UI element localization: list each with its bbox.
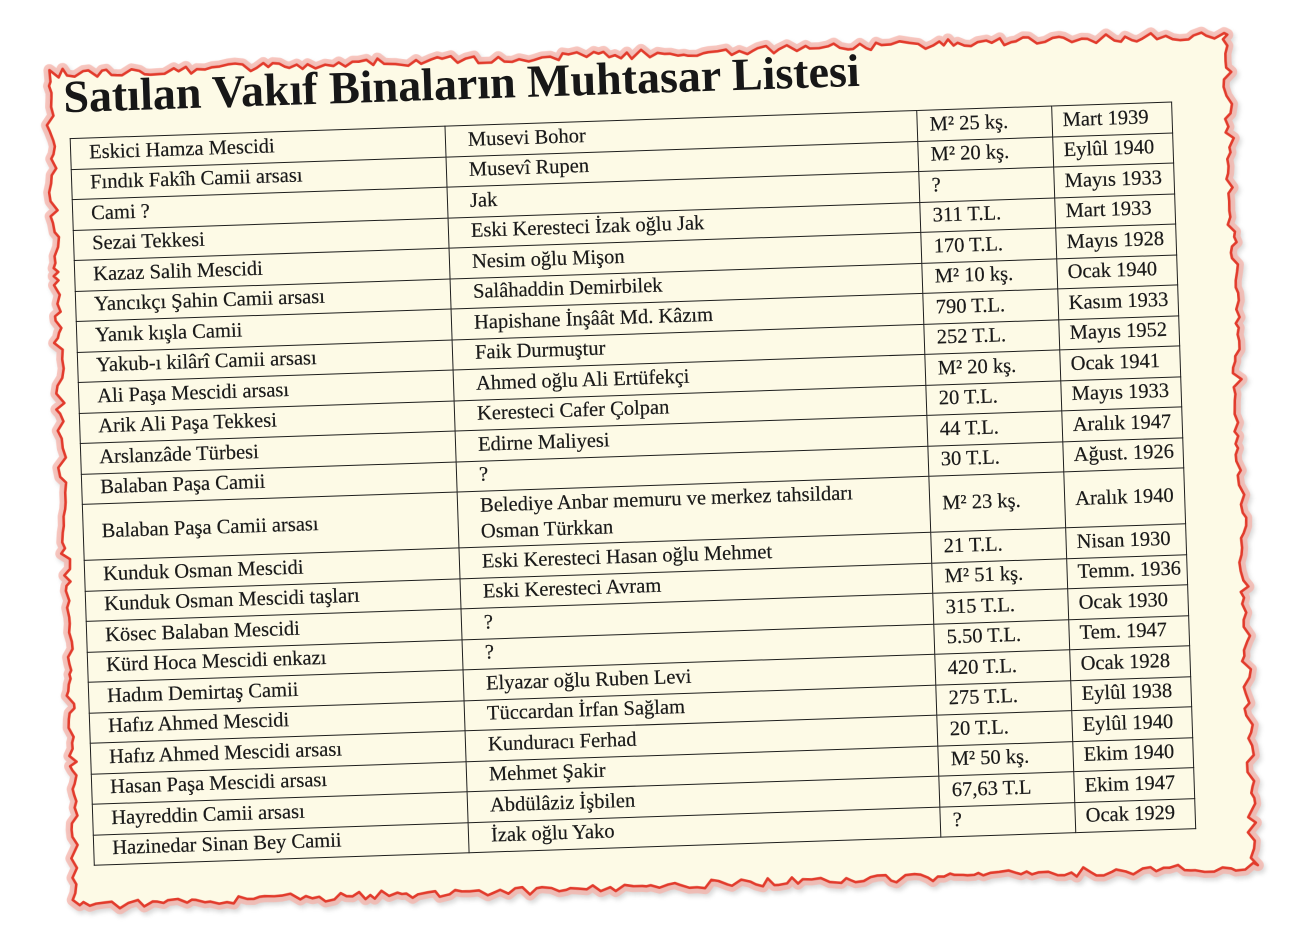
sale-price: 20 T.L.	[926, 380, 1062, 415]
buyer-name: ?	[461, 593, 934, 639]
sale-price: M² 51 kş.	[932, 558, 1068, 593]
building-name: Yancıkçı Şahin Camii arsası	[75, 279, 451, 322]
building-name: Hafız Ahmed Mescidi	[89, 700, 465, 743]
sale-price: 420 T.L.	[935, 650, 1071, 685]
sale-price: M² 50 kş.	[938, 741, 1074, 776]
sale-date: Ocak 1928	[1070, 646, 1191, 680]
sale-price: 20 T.L.	[937, 711, 1073, 746]
building-name: Hasan Paşa Mescidi arsası	[91, 761, 467, 804]
sale-date: Ocak 1940	[1057, 254, 1178, 288]
building-name: Balaban Paşa Camii arsası	[82, 492, 459, 560]
sale-price: 170 T.L.	[921, 228, 1057, 263]
buyer-name: Eski Keresteci İzak oğlu Jak	[448, 202, 921, 248]
sale-price: M² 20 kş.	[918, 137, 1054, 172]
sale-price: 315 T.L.	[933, 589, 1069, 624]
sale-date: Aralık 1947	[1062, 407, 1183, 441]
buyer-name: Kunduracı Ferhad	[465, 715, 938, 761]
sale-price: 275 T.L.	[936, 680, 1072, 715]
building-name: Arik Ali Paşa Tekkesi	[79, 401, 455, 444]
sale-price: ?	[940, 802, 1076, 837]
sale-date: Mayıs 1933	[1061, 376, 1182, 410]
buyer-name: Tüccardan İrfan Sağlam	[464, 685, 937, 731]
building-name: Kunduk Osman Mescidi taşları	[85, 578, 461, 621]
buyer-name: Edirne Maliyesi	[455, 415, 928, 461]
sale-price: 5.50 T.L.	[934, 619, 1070, 654]
sale-price: M² 25 kş.	[917, 106, 1053, 141]
buyer-name: Faik Durmuştur	[452, 324, 925, 370]
sale-date: Ekim 1947	[1074, 768, 1195, 802]
sale-date: Temm. 1936	[1067, 554, 1188, 588]
buyer-name: Elyazar oğlu Ruben Levi	[463, 654, 936, 700]
sale-date: Ağust. 1926	[1063, 437, 1184, 471]
building-name: Kazaz Salih Mescidi	[74, 248, 450, 291]
building-name: Yanık kışla Camii	[76, 309, 452, 352]
sale-price: 44 T.L.	[927, 411, 1063, 446]
buyer-name: Salâhaddin Demirbilek	[450, 263, 923, 309]
building-name: Hayreddin Camii arsası	[92, 792, 468, 835]
newspaper-clipping	[40, 25, 1263, 914]
sale-date: Tem. 1947	[1069, 615, 1190, 649]
sale-price: M² 23 kş.	[929, 472, 1066, 532]
sale-price: 21 T.L.	[931, 528, 1067, 563]
document-title: Satılan Vakıf Binaların Muhtasar Listesi	[62, 44, 861, 123]
building-name: Balaban Paşa Camii	[81, 461, 457, 504]
building-name: Sezai Tekkesi	[73, 218, 449, 261]
buyer-name: Eski Keresteci Hasan oğlu Mehmet	[459, 532, 932, 578]
sale-date: Aralık 1940	[1064, 468, 1186, 528]
buyer-name: Musevî Rupen	[446, 141, 919, 187]
sale-date: Ocak 1929	[1075, 798, 1196, 832]
buyer-name: Mehmet Şakir	[466, 746, 939, 792]
sale-price: 30 T.L.	[928, 441, 1064, 476]
buyer-name: Nesim oğlu Mişon	[449, 232, 922, 278]
sale-price: 790 T.L.	[923, 289, 1059, 324]
buyer-name: Keresteci Cafer Çolpan	[454, 385, 927, 431]
sale-date: Ocak 1941	[1060, 346, 1181, 380]
building-name: Kunduk Osman Mescidi	[84, 548, 460, 591]
sale-date: Eylûl 1938	[1071, 676, 1192, 710]
sale-date: Ocak 1930	[1068, 585, 1189, 619]
buyer-name: İzak oğlu Yako	[468, 807, 941, 853]
sale-price: 252 T.L.	[924, 319, 1060, 354]
building-name: Kösec Balaban Mescidi	[86, 609, 462, 652]
buyer-name: Belediye Anbar memuru ve merkez tahsildarı Osman Türkkan	[457, 476, 931, 548]
sale-date: Mart 1939	[1052, 102, 1173, 136]
sale-date: Mayıs 1928	[1056, 224, 1177, 258]
building-name: Yakub-ı kilârî Camii arsası	[77, 340, 453, 383]
sold-foundation-buildings-table	[70, 102, 1197, 866]
buyer-name: Eski Keresteci Avram	[460, 563, 933, 609]
buyer-name: ?	[456, 446, 929, 492]
building-name: Ali Paşa Mescidi arsası	[78, 370, 454, 413]
buyer-name: Abdülâziz İşbilen	[467, 776, 940, 822]
building-name: Cami ?	[72, 187, 448, 230]
building-name: Hafız Ahmed Mescidi arsası	[90, 731, 466, 774]
sale-date: Mart 1933	[1055, 194, 1176, 228]
sale-price: 67,63 T.L	[939, 772, 1075, 807]
sale-price: 311 T.L.	[920, 197, 1056, 232]
building-name: Eskici Hamza Mescidi	[70, 126, 446, 169]
buyer-name: Jak	[447, 171, 920, 217]
sale-price: M² 20 kş.	[925, 350, 1061, 385]
sale-price: M² 10 kş.	[922, 258, 1058, 293]
sale-date: Ekim 1940	[1073, 737, 1194, 771]
buyer-name: Ahmed oğlu Ali Ertüfekçi	[453, 354, 926, 400]
sale-price: ?	[919, 167, 1055, 202]
sale-date: Eylûl 1940	[1053, 133, 1174, 167]
building-name: Kürd Hoca Mescidi enkazı	[87, 639, 463, 682]
building-name: Fındık Fakîh Camii arsası	[71, 157, 447, 200]
buyer-name: Musevi Bohor	[445, 111, 918, 157]
buyer-name: ?	[462, 624, 935, 670]
buyer-name: Hapishane İnşâât Md. Kâzım	[451, 293, 924, 339]
building-name: Hazinedar Sinan Bey Camii	[93, 822, 469, 865]
building-name: Arslanzâde Türbesi	[80, 431, 456, 474]
building-name: Hadım Demirtaş Camii	[88, 670, 464, 713]
sale-date: Mayıs 1952	[1059, 315, 1180, 349]
sale-date: Eylûl 1940	[1072, 707, 1193, 741]
sale-date: Kasım 1933	[1058, 285, 1179, 319]
sale-date: Mayıs 1933	[1054, 163, 1175, 197]
sale-date: Nisan 1930	[1066, 524, 1187, 558]
